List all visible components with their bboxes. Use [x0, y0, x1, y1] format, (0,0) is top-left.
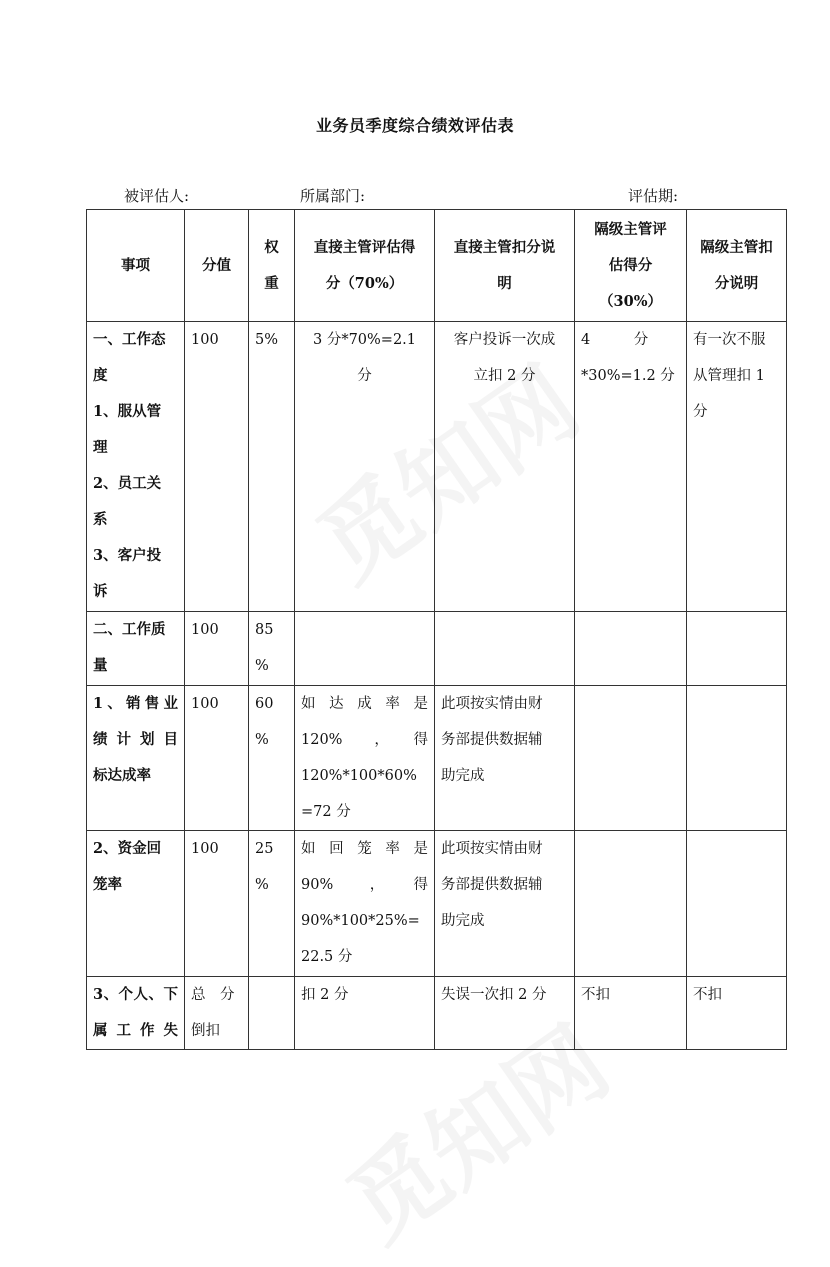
evaluation-table	[86, 209, 787, 1050]
weight-cell: 5%	[249, 322, 295, 612]
direct-note-cell	[435, 612, 575, 686]
header-weight: 权 重	[249, 210, 295, 322]
weight-cell: 60 %	[249, 686, 295, 831]
header-direct-note: 直接主管扣分说 明	[435, 210, 575, 322]
direct-score-cell: 如达成率是 120% ， 得 120%*100*60% =72 分	[295, 686, 435, 831]
senior-score-cell	[575, 686, 687, 831]
score-cell: 100	[185, 831, 249, 977]
period-label: 评估期:	[628, 187, 679, 205]
senior-note-cell: 有一次不服 从管理扣 1 分	[687, 322, 787, 612]
score-cell: 总 分 倒扣	[185, 977, 249, 1050]
direct-score-cell: 扣 2 分	[295, 977, 435, 1050]
senior-note-cell	[687, 686, 787, 831]
senior-score-cell	[575, 831, 687, 977]
header-senior-score: 隔级主管评 估得分 （30%）	[575, 210, 687, 322]
item-cell: 2、资金回 笼率	[87, 831, 185, 977]
table-row	[87, 322, 787, 612]
weight-cell: 85 %	[249, 612, 295, 686]
header-senior-note: 隔级主管扣 分说明	[687, 210, 787, 322]
weight-cell	[249, 977, 295, 1050]
header-score: 分值	[185, 210, 249, 322]
direct-note-cell: 此项按实情由财 务部提供数据辅 助完成	[435, 831, 575, 977]
senior-score-cell: 4 分 *30%=1.2 分	[575, 322, 687, 612]
score-cell: 100	[185, 612, 249, 686]
header-item: 事项	[87, 210, 185, 322]
table-row	[87, 831, 787, 977]
item-cell: 3、个人、下 属工作失	[87, 977, 185, 1050]
direct-score-cell	[295, 612, 435, 686]
senior-note-cell: 不扣	[687, 977, 787, 1050]
table-row	[87, 612, 787, 686]
direct-note-cell: 失误一次扣 2 分	[435, 977, 575, 1050]
weight-cell: 25 %	[249, 831, 295, 977]
department-label: 所属部门:	[300, 187, 366, 205]
document-title: 业务员季度综合绩效评估表	[315, 116, 514, 135]
table-row	[87, 686, 787, 831]
direct-score-cell: 如回笼率是 90% ， 得 90%*100*25%= 22.5 分	[295, 831, 435, 977]
item-cell: 一、工作态 度 1、服从管 理 2、员工关 系 3、客户投 诉	[87, 322, 185, 612]
direct-score-cell: 3 分*70%=2.1 分	[295, 322, 435, 612]
score-cell: 100	[185, 322, 249, 612]
senior-note-cell	[687, 831, 787, 977]
score-cell: 100	[185, 686, 249, 831]
senior-note-cell	[687, 612, 787, 686]
table-row	[87, 977, 787, 1050]
direct-note-cell: 此项按实情由财 务部提供数据辅 助完成	[435, 686, 575, 831]
header-direct-score: 直接主管评估得 分（70%）	[295, 210, 435, 322]
header-row	[87, 210, 787, 322]
direct-note-cell: 客户投诉一次成 立扣 2 分	[435, 322, 575, 612]
senior-score-cell	[575, 612, 687, 686]
senior-score-cell: 不扣	[575, 977, 687, 1050]
item-cell: 二、工作质 量	[87, 612, 185, 686]
evaluatee-label: 被评估人:	[124, 187, 190, 205]
item-cell: 1、销售业 绩计划目 标达成率	[87, 686, 185, 831]
